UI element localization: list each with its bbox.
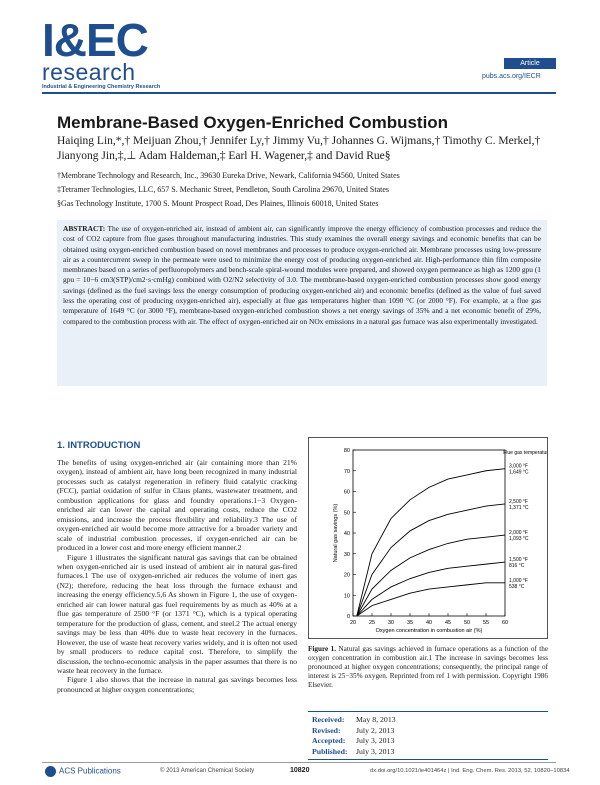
series-label: 3,000 °F	[509, 463, 528, 470]
logo-sub: research	[42, 59, 136, 85]
acs-publications-logo	[45, 766, 121, 777]
x-tick-label: 30	[387, 620, 395, 626]
caption-text: Natural gas savings achieved in furnace operations as a function of the oxygen concentration in combustion air.1 The increase in savings becomes less pronounced at higher oxygen concentrations; consequently, the principal range of interest is 25−35% oxygen. Reprinted from ref 1 with permission. Copyright 1986 Elsevier.	[308, 645, 549, 689]
series-label: 2,500 °F	[509, 498, 528, 505]
article-dates	[312, 715, 396, 757]
y-tick-label: 70	[343, 468, 350, 475]
article-type-badge: Article	[504, 58, 556, 69]
y-tick-label: 30	[343, 551, 350, 558]
y-tick-label: 20	[343, 572, 350, 579]
body-paragraph: The benefits of using oxygen-enriched air (air containing more than 21% oxygen), instead of ambient air, have long been recognized in many industrial processes such as catalyst regeneration in refinery fluid catalytic cracking (FCC), partial oxidation of sulfur in Claus plants, wastewater treatment, and combustion applications for glass and foundry operations.1−3 Oxygen-enriched air can lower the capital and operating costs, reduce the CO2 emissions, and increase the process flexibility and reliability.3 The use of oxygen-enriched air would become more attractive for a broader variety and scale of industrial combustion processes, if oxygen-enriched air can be produced in a lower cost and more energy efficient manner.2	[57, 458, 297, 553]
date-row: Received: May 8, 2013	[312, 715, 396, 724]
copyright: © 2013 American Chemical Society	[160, 768, 255, 774]
legend-title: Flue gas temperature	[503, 450, 547, 456]
x-tick-label: 55	[482, 620, 490, 626]
doi-citation[interactable]: dx.doi.org/10.1021/ie401464z | Ind. Eng. Chem. Res. 2013, 52, 10820−10834	[370, 768, 570, 774]
affiliation-2: ‡Tetramer Technologies, LLC, 657 S. Mechanic Street, Pendleton, South Carolina 29670, United States	[57, 185, 390, 194]
series-label-celsius: 1,093 °C	[509, 536, 529, 543]
series-line	[357, 583, 505, 616]
x-tick-label: 45	[444, 620, 452, 626]
x-axis-label: Oxygen concentration in combustion air (%)	[375, 628, 483, 634]
y-tick-label: 10	[343, 593, 350, 600]
date-row: Published: July 3, 2013	[312, 746, 395, 756]
y-tick-label: 60	[343, 489, 350, 496]
affiliation-3: §Gas Technology Institute, 1700 S. Mount Prospect Road, Des Plaines, Illinois 60018, United States	[57, 199, 379, 208]
body-column	[57, 458, 297, 694]
y-tick-label: 50	[343, 510, 350, 517]
x-tick-label: 20	[349, 620, 357, 626]
paper-title: Membrane-Based Oxygen-Enriched Combustion	[57, 113, 449, 132]
date-row: Accepted: July 3, 2013	[312, 736, 395, 745]
y-tick-label: 0	[346, 614, 350, 620]
publisher-name: ACS Publications	[59, 766, 121, 776]
series-line	[357, 504, 505, 616]
x-tick-label: 50	[463, 620, 471, 626]
header-rule	[42, 92, 556, 94]
acs-logo-icon	[45, 766, 56, 777]
series-label: 1,500 °F	[509, 557, 528, 564]
journal-logo	[42, 14, 182, 91]
series-label-celsius: 1,371 °C	[509, 504, 529, 511]
figure-1	[308, 437, 548, 639]
logo-main: I&EC	[42, 14, 148, 66]
dates-rule-bottom	[308, 759, 548, 760]
page-number: 10820	[290, 767, 310, 774]
body-paragraph: Figure 1 also shows that the increase in natural gas savings becomes less pronounced at higher oxygen concentrations;	[57, 675, 297, 694]
body-paragraph: Figure 1 illustrates the significant natural gas savings that can be obtained when oxygen-enriched air is used instead of ambient air in natural gas-fired furnaces.1 The use of oxygen-enriched air reduces the volume of inert gas (N2); therefore, reducing the heat loss through the furnace exhaust and increasing the energy efficiency.5,6 As shown in Figure 1, the use of oxygen-enriched air can lower natural gas fuel requirements by as much as 40% at a flue gas temperature of 2500 °F (or 1371 °C), which is a typical operating temperature for the production of glass, cement, and steel.2 The actual energy savings may be less than 40% due to waste heat recovery in the furnaces. However, the use of waste heat recovery varies widely, and it is often not used by small producers to reduce capital cost. Therefore, to simplify the discussion, the techno-economic analysis in the paper assumes that there is no waste heat recovery in the furnace.	[57, 552, 297, 675]
series-label: 1,000 °F	[509, 577, 528, 584]
series-line	[357, 469, 505, 616]
series-label-celsius: 816 °C	[509, 563, 525, 570]
abstract-box	[57, 220, 547, 386]
footer-rule	[42, 762, 556, 763]
section-heading: 1. INTRODUCTION	[57, 440, 141, 451]
caption-label: Figure 1.	[308, 645, 337, 653]
x-tick-label: 25	[368, 620, 376, 626]
y-tick-label: 40	[343, 531, 350, 537]
series-label: 2,000 °F	[509, 530, 528, 537]
x-tick-label: 35	[406, 620, 414, 626]
x-tick-label: 40	[425, 620, 433, 626]
author-list: Haiqing Lin,*,† Meijuan Zhou,† Jennifer Ly,† Jimmy Vu,† Johannes G. Wijmans,† Timothy C. Merkel,† Jianyong Jin,‡,⊥ Adam Haldeman,‡ Earl H. Wagener,‡ and David Rue§	[57, 135, 541, 162]
journal-url-link[interactable]: pubs.acs.org/IECR	[482, 73, 541, 80]
logo-tagline: Industrial & Engineering Chemistry Research	[42, 84, 161, 90]
dates-rule-top	[308, 711, 548, 712]
abstract-label: ABSTRACT:	[63, 224, 106, 233]
gas-savings-chart	[309, 438, 547, 638]
y-tick-label: 80	[343, 448, 350, 454]
series-label-celsius: 1,649 °C	[509, 469, 529, 476]
x-tick-label: 60	[501, 620, 509, 626]
figure-caption	[308, 645, 548, 690]
series-line	[357, 535, 505, 616]
plot-frame	[353, 450, 505, 616]
date-row: Revised: July 2, 2013	[312, 725, 395, 735]
series-label-celsius: 538 °C	[509, 583, 525, 590]
y-axis-label: Natural gas savings (%)	[333, 503, 339, 563]
abstract-text: The use of oxygen-enriched air, instead of ambient air, can significantly improve the energy efficiency of combustion processes and reduce the cost of CO2 capture from flue gases throughout manufacturing industries. This study examines the overall energy savings and economic benefits that can be obtained using oxygen-enriched combustion based on novel membranes and processes to produce oxygen-enriched air. Membrane processes using low-pressure air as a countercurrent sweep in the permeate were used to minimize the energy cost of producing oxygen-enriched air. High-performance thin film composite membranes based on a series of perfluoropolymers and bench-scale spiral-wound modules were prepared, and showed oxygen permeance as high as 1200 gpu (1 gpu = 10−6 cm3(STP)/cm2·s·cmHg) combined with O2/N2 selectivity of 3.0. The membrane-based oxygen-enriched combustion processes show good energy savings (defined as the fuel savings less the energy consumption of producing oxygen-enriched air) and economic benefits (defined as the value of fuel saved less the operating cost of producing oxygen-enriched air), especially at flue gas temperatures higher than 1090 °C (or 2000 °F). For example, at a flue gas temperature of 1649 °C (or 3000 °F), membrane-based oxygen-enriched combustion shows a net energy savings of 35% and a net economic benefit of 29%, compared to the combustion process with air. The effect of oxygen-enriched air on NOx emissions in a natural gas furnace was also experimentally investigated.	[63, 224, 541, 326]
affiliation-1: †Membrane Technology and Research, Inc., 39630 Eureka Drive, Newark, California 94560, United States	[57, 171, 400, 180]
